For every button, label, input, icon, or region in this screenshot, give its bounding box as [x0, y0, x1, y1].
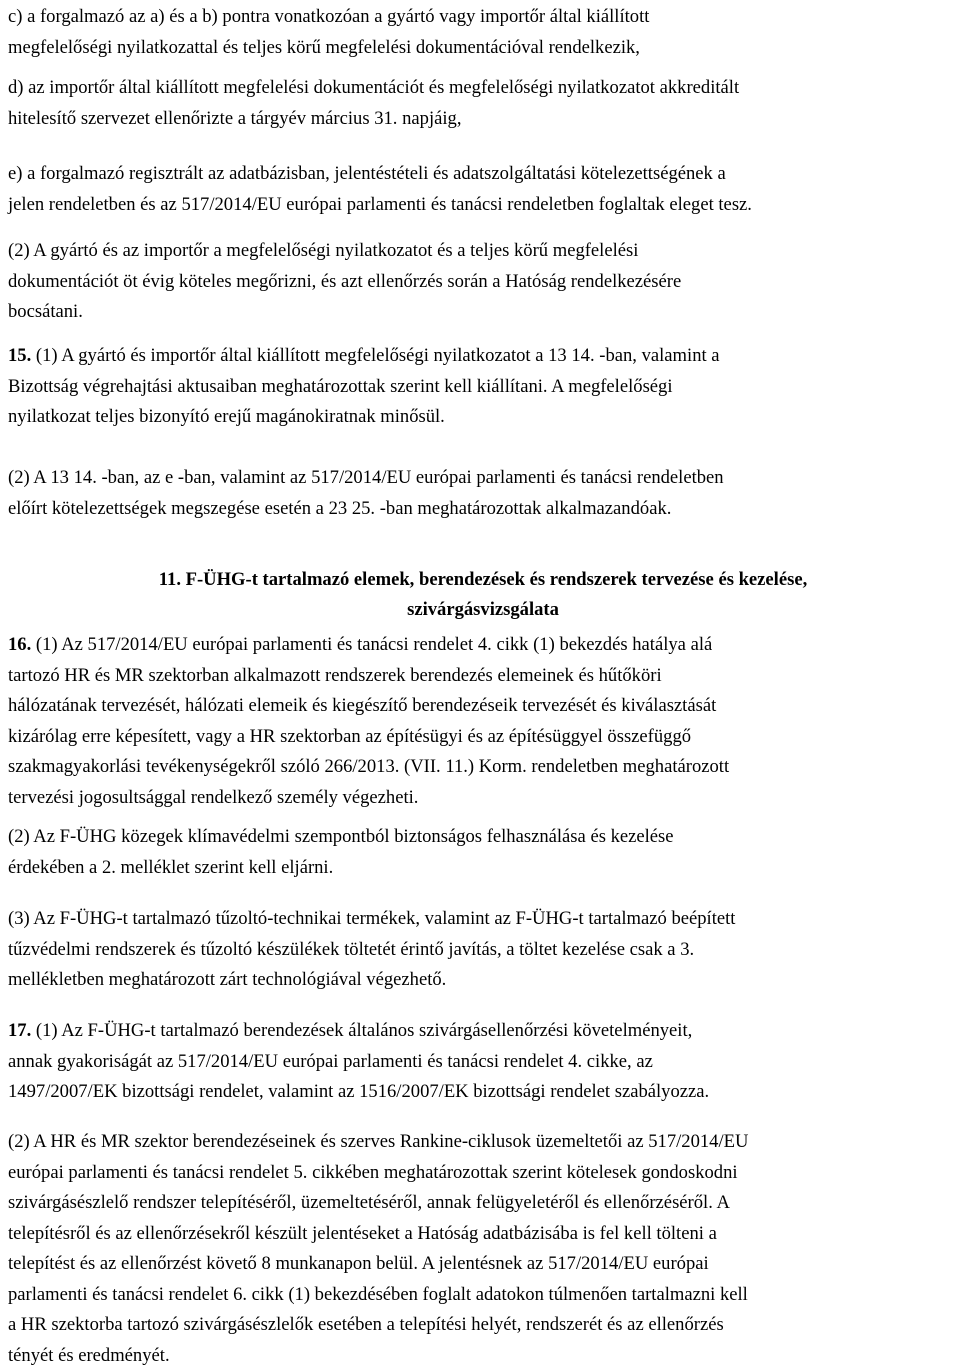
section-number: 15.: [8, 345, 31, 366]
chapter-heading: [8, 565, 958, 626]
section-text: (1) Az F-ÜHG-t tartalmazó berendezések általános szivárgásellenőrzési követelményeit,: [31, 1020, 692, 1041]
paragraph-c: [8, 2, 958, 63]
text-line: telepítést és az ellenőrzést követő 8 munkanapon belül. A jelentésnek az 517/2014/EU európai: [8, 1249, 958, 1280]
text-line: európai parlamenti és tanácsi rendelet 5. cikkében meghatározottak szerint kötelesek gondoskodni: [8, 1158, 958, 1189]
text-line: (2) Az F-ÜHG közegek klímavédelmi szempontból biztonságos felhasználása és kezelése: [8, 822, 958, 853]
section-text: (1) Az 517/2014/EU európai parlamenti és tanácsi rendelet 4. cikk (1) bekezdés hatálya alá: [31, 634, 712, 655]
text-line: tűzvédelmi rendszerek és tűzoltó készülékek töltetét érintő javítás, a töltet kezelése csak a 3.: [8, 935, 958, 966]
text-line: szivárgásészlelő rendszer telepítéséről, üzemeltetéséről, annak felügyeletéről és ellenőrzéséről. A: [8, 1188, 958, 1219]
paragraph-15-2: [8, 463, 958, 524]
text-line: [8, 1016, 958, 1047]
paragraph-d: [8, 73, 958, 134]
heading-line: 11. F-ÜHG-t tartalmazó elemek, berendezések és rendszerek tervezése és kezelése,: [8, 565, 958, 596]
paragraph-17-2: [8, 1127, 958, 1371]
text-line: Bizottság végrehajtási aktusaiban meghatározottak szerint kell kiállítani. A megfelelőségi: [8, 372, 958, 403]
text-line: jelen rendeletben és az 517/2014/EU európai parlamenti és tanácsi rendeletben foglaltak eleget tesz.: [8, 190, 958, 221]
text-line: (3) Az F-ÜHG-t tartalmazó tűzoltó-technikai termékek, valamint az F-ÜHG-t tartalmazó beépített: [8, 904, 958, 935]
text-line: [8, 341, 958, 372]
text-line: tartozó HR és MR szektorban alkalmazott rendszerek berendezés elemeinek és hűtőköri: [8, 661, 958, 692]
text-line: (2) A 13 14. -ban, az e -ban, valamint az 517/2014/EU európai parlamenti és tanácsi rendeletben: [8, 463, 958, 494]
text-line: mellékletben meghatározott zárt technológiával végezhető.: [8, 965, 958, 996]
text-line: dokumentációt öt évig köteles megőrizni, és azt ellenőrzés során a Hatóság rendelkezésére: [8, 267, 958, 298]
section-number: 16.: [8, 634, 31, 655]
section-number: 17.: [8, 1020, 31, 1041]
text-line: szakmagyakorlási tevékenységekről szóló 266/2013. (VII. 11.) Korm. rendeletben meghatározott: [8, 752, 958, 783]
text-line: a HR szektorba tartozó szivárgásészlelők esetében a telepítési helyét, rendszerét és az ellenőrzés: [8, 1310, 958, 1341]
section-17: [8, 1016, 958, 1108]
paragraph-e: [8, 159, 958, 220]
paragraph-16-3: [8, 904, 958, 996]
text-line: parlamenti és tanácsi rendelet 6. cikk (1) bekezdésében foglalt adatokon túlmenően tartalmazni kell: [8, 1280, 958, 1311]
text-line: kizárólag erre képesített, vagy a HR szektorban az építésügyi és az építésüggyel összefüggő: [8, 722, 958, 753]
text-line: 1497/2007/EK bizottsági rendelet, valamint az 1516/2007/EK bizottsági rendelet szabályozza.: [8, 1077, 958, 1108]
text-line: telepítésről és az ellenőrzésekről készült jelentéseket a Hatóság adatbázisába is fel kell tölteni a: [8, 1219, 958, 1250]
text-line: hitelesítő szervezet ellenőrizte a tárgyév március 31. napjáig,: [8, 104, 958, 135]
text-line: előírt kötelezettségek megszegése esetén a 23 25. -ban meghatározottak alkalmazandóak.: [8, 494, 958, 525]
text-line: d) az importőr által kiállított megfelelési dokumentációt és megfelelőségi nyilatkozatot akkreditált: [8, 73, 958, 104]
text-line: megfelelőségi nyilatkozattal és teljes körű megfelelési dokumentációval rendelkezik,: [8, 33, 958, 64]
text-line: (2) A HR és MR szektor berendezéseinek és szerves Rankine-ciklusok üzemeltetői az 517/2014/EU: [8, 1127, 958, 1158]
text-line: [8, 630, 958, 661]
text-line: e) a forgalmazó regisztrált az adatbázisban, jelentéstételi és adatszolgáltatási kötelezettségének a: [8, 159, 958, 190]
text-line: hálózatának tervezését, hálózati elemeik és kiegészítő berendezéseik tervezését és kiválasztását: [8, 691, 958, 722]
text-line: annak gyakoriságát az 517/2014/EU európai parlamenti és tanácsi rendelet 4. cikke, az: [8, 1047, 958, 1078]
text-line: (2) A gyártó és az importőr a megfelelőségi nyilatkozatot és a teljes körű megfelelési: [8, 236, 958, 267]
paragraph-16-2: [8, 822, 958, 883]
paragraph-14-2: [8, 236, 958, 328]
text-line: tervezési jogosultsággal rendelkező személy végezheti.: [8, 783, 958, 814]
text-line: c) a forgalmazó az a) és a b) pontra vonatkozóan a gyártó vagy importőr által kiállított: [8, 2, 958, 33]
text-line: bocsátani.: [8, 297, 958, 328]
section-16: [8, 630, 958, 813]
section-text: (1) A gyártó és importőr által kiállított megfelelőségi nyilatkozatot a 13 14. -ban, valamint a: [31, 345, 719, 366]
heading-line: szivárgásvizsgálata: [8, 595, 958, 626]
text-line: nyilatkozat teljes bizonyító erejű magánokiratnak minősül.: [8, 402, 958, 433]
text-line: érdekében a 2. melléklet szerint kell eljárni.: [8, 853, 958, 884]
text-line: tényét és eredményét.: [8, 1341, 958, 1371]
section-15: [8, 341, 958, 433]
